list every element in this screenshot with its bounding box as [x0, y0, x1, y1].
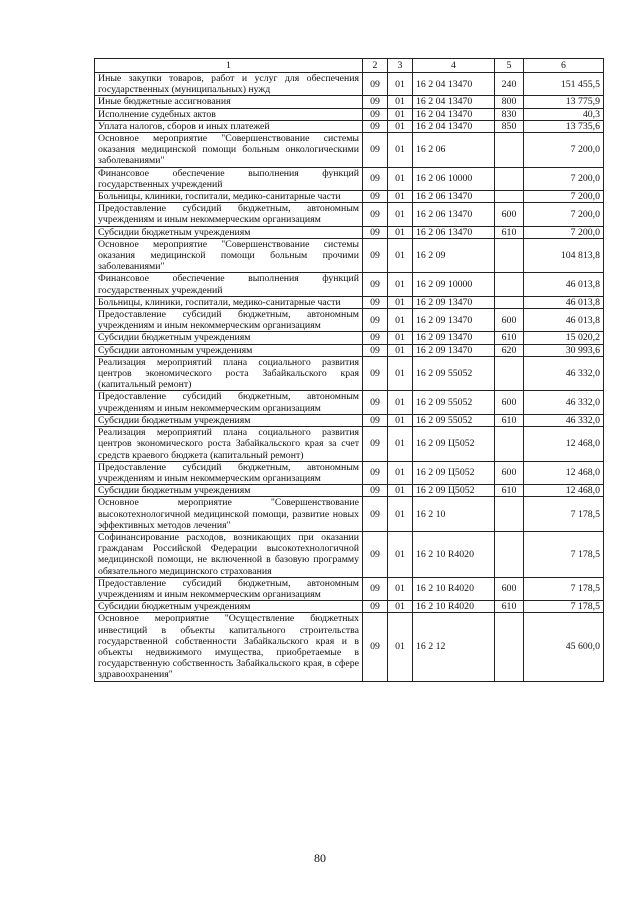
row-section: 09 — [363, 96, 388, 108]
table-row — [95, 167, 604, 190]
row-section: 09 — [363, 332, 388, 344]
header-col-5: 5 — [495, 59, 524, 73]
row-expense-type: 240 — [495, 73, 524, 96]
row-subsection: 01 — [388, 96, 413, 108]
row-section: 09 — [363, 485, 388, 497]
row-amount: 7 178,5 — [524, 531, 604, 577]
table-row — [95, 108, 604, 120]
row-target-code: 16 2 04 13470 — [413, 96, 495, 108]
row-section: 09 — [363, 531, 388, 577]
row-name: Финансовое обеспечение выполнения функций государственных учреждений — [95, 273, 363, 296]
table-row — [95, 356, 604, 391]
row-name: Предоставление субсидий бюджетным, автономным учреждениям и иным некоммерческим организациям — [95, 391, 363, 414]
table-row — [95, 120, 604, 132]
row-amount: 15 020,2 — [524, 332, 604, 344]
row-amount: 46 013,8 — [524, 309, 604, 332]
table-row — [95, 133, 604, 168]
row-subsection: 01 — [388, 226, 413, 238]
row-subsection: 01 — [388, 531, 413, 577]
table-row — [95, 427, 604, 462]
row-target-code: 16 2 06 — [413, 133, 495, 168]
table-header — [95, 59, 604, 73]
row-amount: 7 200,0 — [524, 133, 604, 168]
row-amount: 46 332,0 — [524, 391, 604, 414]
row-amount: 7 200,0 — [524, 203, 604, 226]
row-expense-type — [495, 427, 524, 462]
row-section: 09 — [363, 497, 388, 532]
row-name: Субсидии бюджетным учреждениям — [95, 601, 363, 613]
row-name: Субсидии бюджетным учреждениям — [95, 485, 363, 497]
row-target-code: 16 2 06 13470 — [413, 203, 495, 226]
row-name: Предоставление субсидий бюджетным, автономным учреждениям и иным некоммерческим организациям — [95, 203, 363, 226]
row-target-code: 16 2 09 13470 — [413, 296, 495, 308]
row-subsection: 01 — [388, 167, 413, 190]
row-subsection: 01 — [388, 309, 413, 332]
table-row — [95, 296, 604, 308]
table-row — [95, 309, 604, 332]
row-target-code: 16 2 09 Ц5052 — [413, 461, 495, 484]
row-expense-type: 850 — [495, 120, 524, 132]
row-name: Софинансирование расходов, возникающих при оказании гражданам Российской Федерации высокотехнологичной медицинской помощи, не включенной в базовую программу обязательного медицинского страхования — [95, 531, 363, 577]
table-row — [95, 531, 604, 577]
header-col-6: 6 — [524, 59, 604, 73]
row-target-code: 16 2 10 R4020 — [413, 601, 495, 613]
row-target-code: 16 2 09 13470 — [413, 309, 495, 332]
row-section: 09 — [363, 427, 388, 462]
row-amount: 30 993,6 — [524, 344, 604, 356]
row-subsection: 01 — [388, 108, 413, 120]
row-subsection: 01 — [388, 73, 413, 96]
row-target-code: 16 2 09 — [413, 238, 495, 273]
row-name: Основное мероприятие "Совершенствование высокотехнологичной медицинской помощи, развитие новых эффективных методов лечения" — [95, 497, 363, 532]
header-col-4: 4 — [413, 59, 495, 73]
row-amount: 12 468,0 — [524, 485, 604, 497]
row-expense-type: 600 — [495, 391, 524, 414]
table-row — [95, 601, 604, 613]
row-subsection: 01 — [388, 461, 413, 484]
row-amount: 46 332,0 — [524, 356, 604, 391]
row-expense-type — [495, 613, 524, 681]
row-amount: 46 013,8 — [524, 273, 604, 296]
row-name: Уплата налогов, сборов и иных платежей — [95, 120, 363, 132]
row-target-code: 16 2 09 55052 — [413, 391, 495, 414]
row-amount: 46 332,0 — [524, 414, 604, 426]
row-name: Предоставление субсидий бюджетным, автономным учреждениям и иным некоммерческим организациям — [95, 461, 363, 484]
row-name: Основное мероприятие "Совершенствование системы оказания медицинской помощи больным прочими заболеваниями" — [95, 238, 363, 273]
table-row — [95, 273, 604, 296]
row-target-code: 16 2 09 Ц5052 — [413, 427, 495, 462]
table-row — [95, 391, 604, 414]
row-section: 09 — [363, 414, 388, 426]
row-subsection: 01 — [388, 238, 413, 273]
row-amount: 7 200,0 — [524, 167, 604, 190]
table-row — [95, 414, 604, 426]
row-name: Финансовое обеспечение выполнения функций государственных учреждений — [95, 167, 363, 190]
row-amount: 45 600,0 — [524, 613, 604, 681]
row-expense-type: 610 — [495, 414, 524, 426]
row-section: 09 — [363, 309, 388, 332]
row-expense-type — [495, 497, 524, 532]
row-amount: 7 200,0 — [524, 226, 604, 238]
row-name: Основное мероприятие "Осуществление бюджетных инвестиций в объекты капитального строительства государственной собственности Забайкальского края и в объекты недвижимого имущества, приобретаемые в государственную собственность Забайкальского края, в сфере здравоохранения" — [95, 613, 363, 681]
row-section: 09 — [363, 226, 388, 238]
table-row — [95, 238, 604, 273]
row-target-code: 16 2 10 R4020 — [413, 531, 495, 577]
table-row — [95, 461, 604, 484]
row-name: Предоставление субсидий бюджетным, автономным учреждениям и иным некоммерческим организациям — [95, 577, 363, 600]
row-name: Реализация мероприятий плана социального развития центров экономического роста Забайкальского края за счет средств краевого бюджета (капитальный ремонт) — [95, 427, 363, 462]
row-target-code: 16 2 09 55052 — [413, 356, 495, 391]
row-expense-type: 610 — [495, 226, 524, 238]
row-name: Больницы, клиники, госпитали, медико-санитарные части — [95, 296, 363, 308]
header-col-1: 1 — [95, 59, 363, 73]
row-section: 09 — [363, 273, 388, 296]
row-subsection: 01 — [388, 203, 413, 226]
row-name: Субсидии бюджетным учреждениям — [95, 414, 363, 426]
row-subsection: 01 — [388, 191, 413, 203]
row-section: 09 — [363, 356, 388, 391]
row-name: Больницы, клиники, госпитали, медико-санитарные части — [95, 191, 363, 203]
row-subsection: 01 — [388, 414, 413, 426]
row-expense-type: 620 — [495, 344, 524, 356]
row-target-code: 16 2 12 — [413, 613, 495, 681]
row-subsection: 01 — [388, 120, 413, 132]
row-section: 09 — [363, 391, 388, 414]
row-section: 09 — [363, 167, 388, 190]
row-subsection: 01 — [388, 391, 413, 414]
row-name: Основное мероприятие "Совершенствование системы оказания медицинской помощи больным онкологическими заболеваниями" — [95, 133, 363, 168]
row-subsection: 01 — [388, 601, 413, 613]
row-name: Реализация мероприятий плана социального развития центров экономического роста Забайкальского края (капитальный ремонт) — [95, 356, 363, 391]
row-name: Субсидии бюджетным учреждениям — [95, 226, 363, 238]
row-expense-type: 610 — [495, 485, 524, 497]
row-expense-type — [495, 296, 524, 308]
row-expense-type — [495, 191, 524, 203]
row-target-code: 16 2 06 13470 — [413, 191, 495, 203]
table-row — [95, 73, 604, 96]
row-section: 09 — [363, 203, 388, 226]
row-expense-type: 600 — [495, 461, 524, 484]
row-expense-type: 600 — [495, 577, 524, 600]
row-amount: 13 775,9 — [524, 96, 604, 108]
row-target-code: 16 2 06 10000 — [413, 167, 495, 190]
row-subsection: 01 — [388, 332, 413, 344]
row-section: 09 — [363, 120, 388, 132]
budget-table — [94, 58, 604, 682]
row-amount: 7 178,5 — [524, 601, 604, 613]
row-target-code: 16 2 09 55052 — [413, 414, 495, 426]
table-row — [95, 344, 604, 356]
row-target-code: 16 2 04 13470 — [413, 120, 495, 132]
table-row — [95, 332, 604, 344]
row-expense-type — [495, 356, 524, 391]
row-expense-type — [495, 273, 524, 296]
table-row — [95, 191, 604, 203]
table-row — [95, 226, 604, 238]
row-expense-type: 610 — [495, 601, 524, 613]
row-amount: 46 013,8 — [524, 296, 604, 308]
row-amount: 13 735,6 — [524, 120, 604, 132]
table-row — [95, 485, 604, 497]
row-expense-type: 600 — [495, 203, 524, 226]
row-amount: 7 200,0 — [524, 191, 604, 203]
table-row — [95, 577, 604, 600]
table-row — [95, 203, 604, 226]
row-subsection: 01 — [388, 613, 413, 681]
row-amount: 7 178,5 — [524, 577, 604, 600]
row-section: 09 — [363, 133, 388, 168]
row-subsection: 01 — [388, 577, 413, 600]
row-name: Иные закупки товаров, работ и услуг для обеспечения государственных (муниципальных) нужд — [95, 73, 363, 96]
row-subsection: 01 — [388, 427, 413, 462]
row-section: 09 — [363, 461, 388, 484]
row-amount: 7 178,5 — [524, 497, 604, 532]
row-section: 09 — [363, 613, 388, 681]
row-name: Субсидии автономным учреждениям — [95, 344, 363, 356]
row-target-code: 16 2 10 — [413, 497, 495, 532]
row-expense-type: 830 — [495, 108, 524, 120]
table-body — [95, 73, 604, 682]
row-section: 09 — [363, 344, 388, 356]
header-col-3: 3 — [388, 59, 413, 73]
row-expense-type — [495, 238, 524, 273]
row-subsection: 01 — [388, 273, 413, 296]
row-amount: 12 468,0 — [524, 461, 604, 484]
row-amount: 12 468,0 — [524, 427, 604, 462]
table-row — [95, 96, 604, 108]
row-target-code: 16 2 09 10000 — [413, 273, 495, 296]
row-section: 09 — [363, 296, 388, 308]
header-col-2: 2 — [363, 59, 388, 73]
row-name: Исполнение судебных актов — [95, 108, 363, 120]
row-subsection: 01 — [388, 356, 413, 391]
row-section: 09 — [363, 73, 388, 96]
row-expense-type — [495, 133, 524, 168]
table-row — [95, 613, 604, 681]
row-expense-type: 800 — [495, 96, 524, 108]
row-amount: 151 455,5 — [524, 73, 604, 96]
row-subsection: 01 — [388, 344, 413, 356]
row-subsection: 01 — [388, 296, 413, 308]
row-target-code: 16 2 09 Ц5052 — [413, 485, 495, 497]
page-number: 80 — [314, 851, 326, 865]
header-row — [95, 59, 604, 73]
row-expense-type: 610 — [495, 332, 524, 344]
row-target-code: 16 2 09 13470 — [413, 344, 495, 356]
row-subsection: 01 — [388, 133, 413, 168]
row-target-code: 16 2 04 13470 — [413, 108, 495, 120]
row-section: 09 — [363, 577, 388, 600]
row-expense-type: 600 — [495, 309, 524, 332]
row-section: 09 — [363, 601, 388, 613]
row-amount: 40,3 — [524, 108, 604, 120]
row-section: 09 — [363, 191, 388, 203]
row-subsection: 01 — [388, 485, 413, 497]
row-target-code: 16 2 04 13470 — [413, 73, 495, 96]
row-expense-type — [495, 167, 524, 190]
row-name: Субсидии бюджетным учреждениям — [95, 332, 363, 344]
row-amount: 104 813,8 — [524, 238, 604, 273]
row-name: Предоставление субсидий бюджетным, автономным учреждениям и иным некоммерческим организациям — [95, 309, 363, 332]
row-subsection: 01 — [388, 497, 413, 532]
row-section: 09 — [363, 108, 388, 120]
row-target-code: 16 2 09 13470 — [413, 332, 495, 344]
row-expense-type — [495, 531, 524, 577]
table-row — [95, 497, 604, 532]
row-section: 09 — [363, 238, 388, 273]
row-target-code: 16 2 10 R4020 — [413, 577, 495, 600]
row-name: Иные бюджетные ассигнования — [95, 96, 363, 108]
row-target-code: 16 2 06 13470 — [413, 226, 495, 238]
